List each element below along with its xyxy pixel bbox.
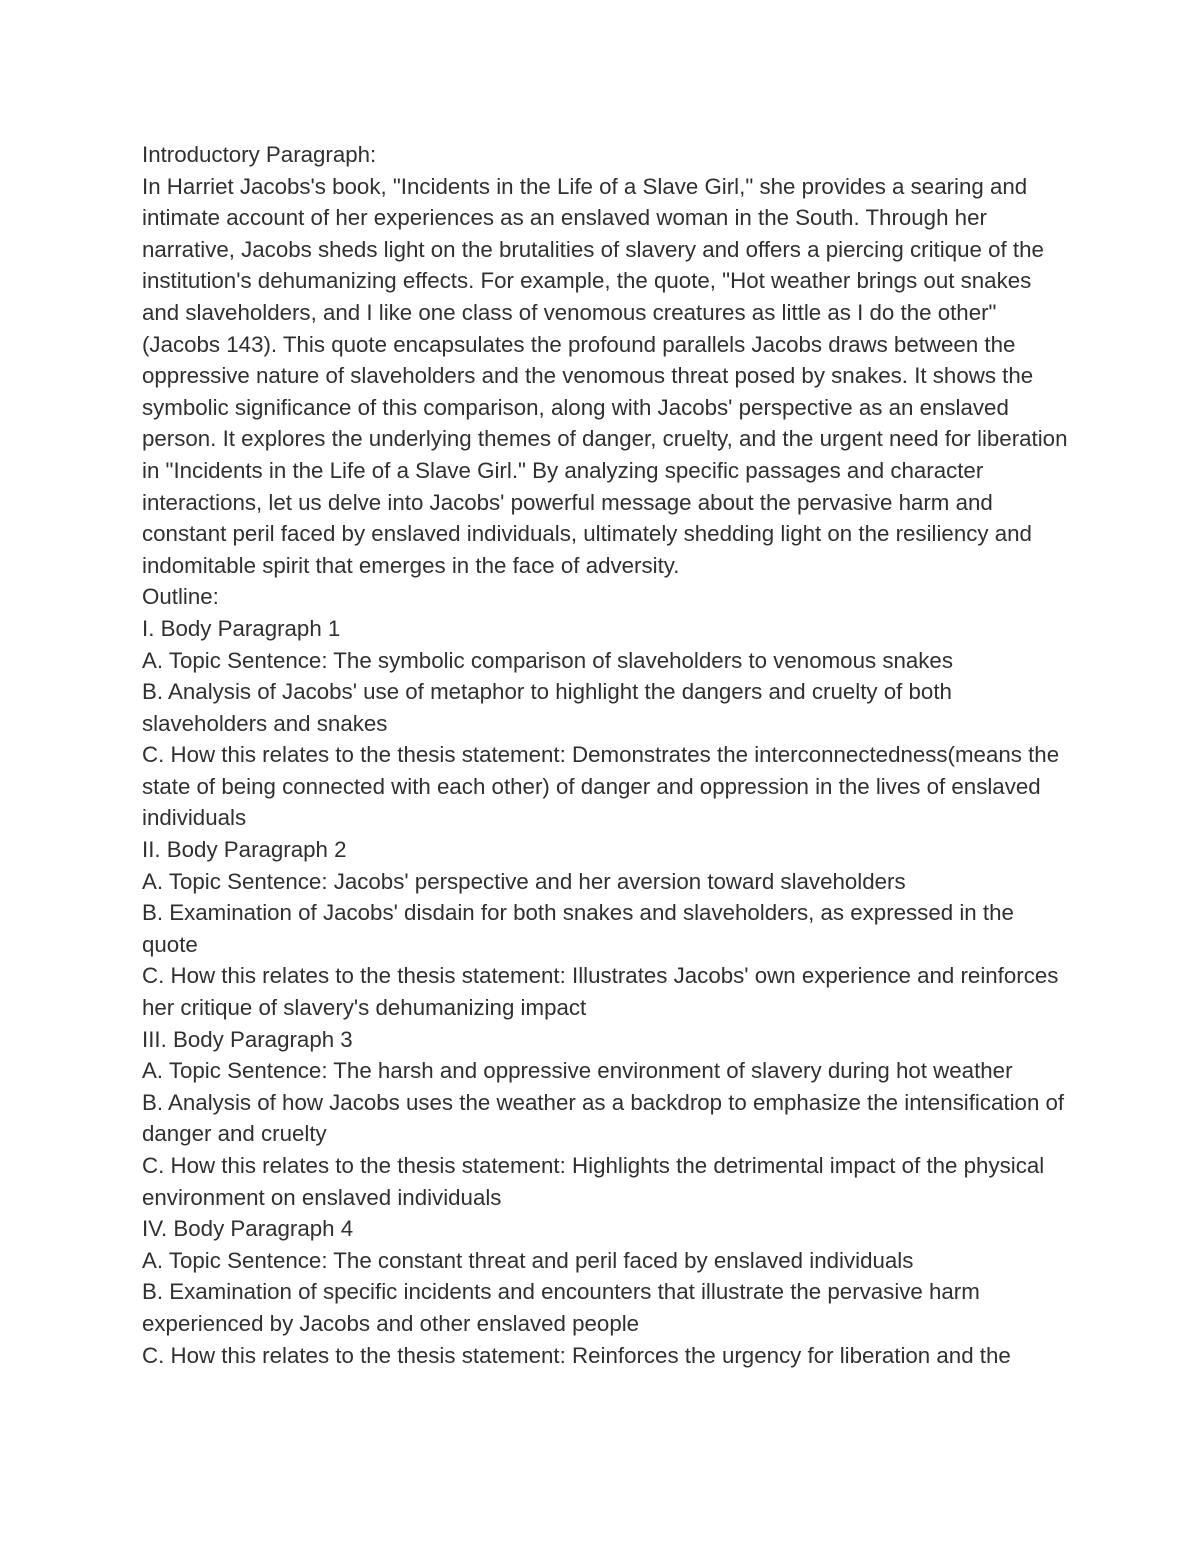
outline-item-b: B. Analysis of Jacobs' use of metaphor to highlight the dangers and cruelty of both slaveholders and snakes <box>142 679 952 736</box>
outline-heading: Outline: <box>142 584 219 610</box>
outline-item-c: C. How this relates to the thesis statement: Illustrates Jacobs' own experience and reinforces her critique of slavery's dehumanizing impact <box>142 963 1059 1021</box>
intro-paragraph: In Harriet Jacobs's book, "Incidents in the Life of a Slave Girl," she provides a searing and intimate account of her experiences as an enslaved woman in the South. Through her narrative, Jacobs sheds light on the brutalities of slavery and offers a piercing critique of the institution's dehumanizing effects. For example, the quote, "Hot weather brings out snakes and slaveholders, and I like one class of venomous creatures as little as I do the other" (Jacobs 143). This quote encapsulates the profound parallels Jacobs draws between the oppressive nature of slaveholders and the venomous threat posed by snakes. It shows the symbolic significance of this comparison, along with Jacobs' perspective as an enslaved person. It explores the underlying themes of danger, cruelty, and the urgent need for liberation in "Incidents in the Life of a Slave Girl." By analyzing specific passages and character interactions, let us delve into Jacobs' powerful message about the pervasive harm and constant peril faced by enslaved individuals, ultimately shedding light on the resiliency and indomitable spirit that emerges in the face of adversity. <box>142 173 1068 578</box>
outline-section-title: I. Body Paragraph 1 <box>142 615 341 641</box>
outline-section-title: II. Body Paragraph 2 <box>142 837 347 863</box>
outline-item-a: A. Topic Sentence: Jacobs' perspective and her aversion toward slaveholders <box>142 868 906 894</box>
outline-item-c: C. How this relates to the thesis statement: Demonstrates the interconnectedness(means the state of being connected with each other) of danger and oppression in the lives of enslaved individuals <box>142 742 1060 831</box>
outline-item-b: B. Examination of Jacobs' disdain for both snakes and slaveholders, as expressed in the quote <box>142 900 1014 957</box>
outline-item-a: A. Topic Sentence: The harsh and oppressive environment of slavery during hot weather <box>142 1058 1013 1084</box>
document-page <box>142 139 1072 1371</box>
outline-item-b: B. Examination of specific incidents and encounters that illustrate the pervasive harm experienced by Jacobs and other enslaved people <box>142 1279 980 1336</box>
outline-item-c: C. How this relates to the thesis statement: Reinforces the urgency for liberation and the <box>142 1342 1011 1368</box>
outline-section-title: IV. Body Paragraph 4 <box>142 1216 354 1242</box>
outline-section-title: III. Body Paragraph 3 <box>142 1026 353 1052</box>
outline-item-c: C. How this relates to the thesis statement: Highlights the detrimental impact of the physical environment on enslaved individuals <box>142 1153 1045 1210</box>
intro-heading: Introductory Paragraph: <box>142 142 377 167</box>
outline-item-a: A. Topic Sentence: The symbolic comparison of slaveholders to venomous snakes <box>142 647 953 673</box>
outline-item-b: B. Analysis of how Jacobs uses the weather as a backdrop to emphasize the intensification of danger and cruelty <box>142 1089 1065 1147</box>
outline-item-a: A. Topic Sentence: The constant threat and peril faced by enslaved individuals <box>142 1247 914 1273</box>
